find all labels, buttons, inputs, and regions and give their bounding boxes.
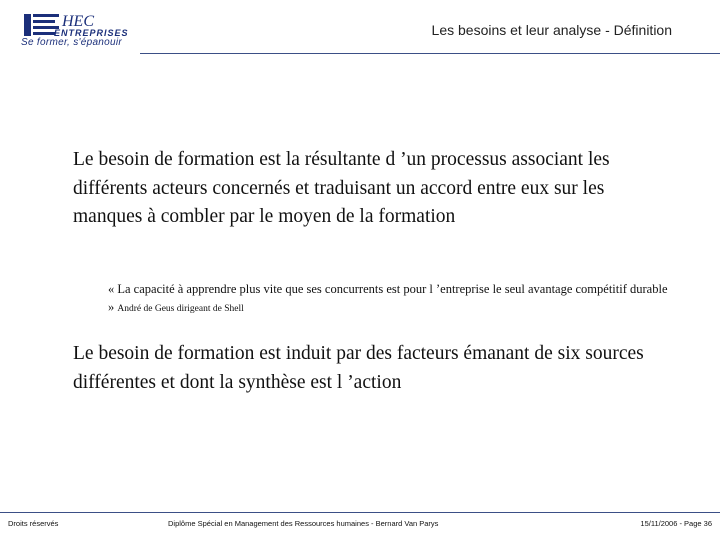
footer-date-page: 15/11/2006 - Page 36 (640, 519, 712, 528)
quote-author: André de Geus dirigeant de Shell (117, 304, 244, 314)
footer-divider (0, 512, 720, 513)
footer-rights: Droits réservés (8, 519, 59, 528)
slide-header-title: Les besoins et leur analyse - Définition (431, 22, 672, 38)
logo-tagline: Se former, s'épanouir (21, 37, 123, 48)
header-divider (140, 53, 720, 54)
quote-text: « La capacité à apprendre plus vite que ses concurrents est pour l ’entreprise le seul avantage compétitif durable » (108, 282, 668, 314)
svg-text:ENTREPRISES: ENTREPRISES (54, 28, 129, 38)
footer-course-title: Diplôme Spécial en Management des Ressources humaines - Bernard Van Parys (168, 519, 439, 528)
definition-paragraph: Le besoin de formation est la résultante d ’un processus associant les différents acteurs concernés et traduisant un accord entre eux sur les manques à combler par le moyen de la formation (73, 149, 610, 227)
svg-text:HEC: HEC (62, 13, 94, 30)
quote-block (108, 280, 668, 318)
sources-paragraph: Le besoin de formation est induit par des facteurs émanant de six sources différentes et dont la synthèse est l ’action (73, 343, 644, 393)
